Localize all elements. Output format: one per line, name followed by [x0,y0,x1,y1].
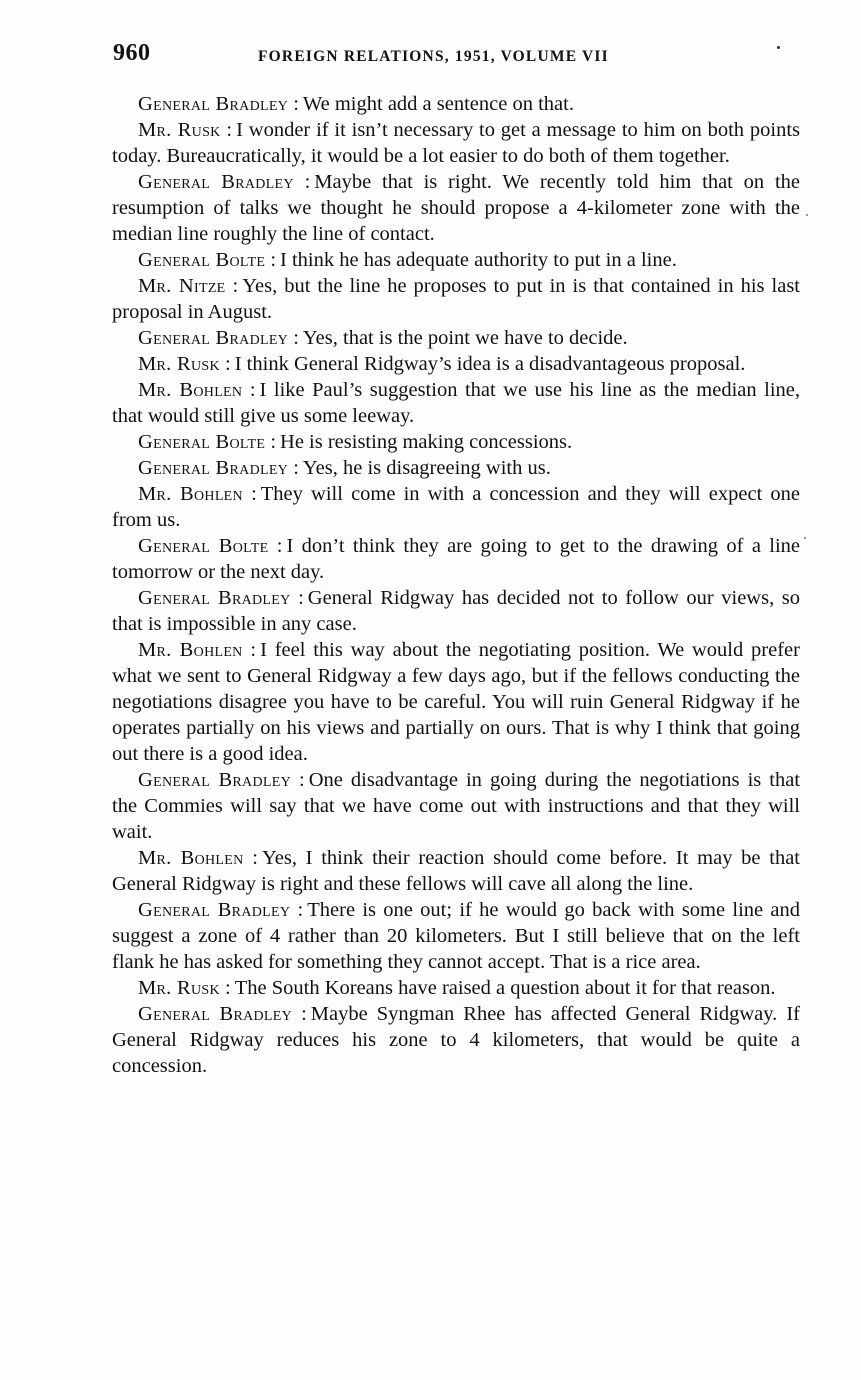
speaker-colon: : [270,431,277,453]
transcript-paragraph [112,533,800,585]
speaker-colon: : [301,1003,307,1025]
transcript-paragraph [112,351,800,377]
transcript-paragraph [112,273,800,325]
speaker-name: Mr. Rusk [138,119,221,141]
speaker-name: Mr. Rusk [138,977,220,999]
spoken-text: One disadvantage in going during the negotiations is that the Commies will say that we have come out with instructions and that they will wait. [112,769,801,843]
speaker-name: Mr. Bohlen [138,379,243,401]
speaker-name: General Bradley [138,171,294,193]
spoken-text: Maybe Syngman Rhee has affected General Ridgway. If General Ridgway reduces his zone to 4 kilometers, that would be quite a concession. [112,1003,800,1077]
speaker-name: Mr. Nitze [138,275,226,297]
speaker-colon: : [297,899,304,921]
speaker-colon: : [298,587,304,609]
spoken-text: Yes, I think their reaction should come before. It may be that General Ridgway is right and these fellows will cave all along the line. [112,847,801,895]
speaker-name: General Bradley [138,93,289,115]
print-speck [804,537,806,539]
speaker-colon: : [250,639,257,661]
speaker-colon: : [293,93,299,115]
speaker-colon: : [276,535,283,557]
spoken-text: I like Paul’s suggestion that we use his line as the median line, that would still give us some leeway. [112,379,800,427]
spoken-text: I feel this way about the negotiating position. We would prefer what we sent to General Ridgway a few days ago, but if the fellows conducting the negotiations disagree you have to be careful. You will ruin General Ridgway if he operates partially on his views and partially on ours. That is why I think that going out there is a good idea. [112,639,800,765]
speaker-name: General Bolte [138,431,266,453]
spoken-text: General Ridgway has decided not to follow our views, so that is impossible in any case. [112,587,800,635]
speaker-name: Mr. Rusk [138,353,220,375]
transcript-paragraph [112,91,800,117]
spoken-text: I don’t think they are going to get to the drawing of a line tomorrow or the next day. [112,535,801,583]
transcript-body [112,91,800,1079]
transcript-paragraph [112,377,800,429]
print-speck [777,46,780,49]
spoken-text: I think General Ridgway’s idea is a disadvantageous proposal. [234,353,746,375]
speaker-name: General Bradley [138,587,291,609]
speaker-name: Mr. Bohlen [138,847,244,869]
transcript-paragraph [112,169,800,247]
speaker-colon: : [249,379,256,401]
speaker-name: General Bradley [138,457,289,479]
speaker-colon: : [293,457,299,479]
speaker-colon: : [232,275,239,297]
speaker-name: General Bradley [138,327,289,349]
transcript-paragraph [112,481,800,533]
speaker-colon: : [299,769,305,791]
speaker-colon: : [252,847,258,869]
transcript-paragraph [112,117,800,169]
speaker-name: Mr. Bohlen [138,483,243,505]
speaker-name: General Bolte [138,535,269,557]
spoken-text: Yes, but the line he proposes to put in is that contained in his last proposal in August. [112,275,801,323]
transcript-paragraph [112,975,800,1001]
transcript-paragraph [112,637,800,767]
transcript-paragraph [112,325,800,351]
speaker-colon: : [225,353,231,375]
spoken-text: Yes, that is the point we have to decide. [302,327,628,349]
spoken-text: I think he has adequate authority to put in a line. [280,249,677,271]
speaker-colon: : [225,977,231,999]
spoken-text: He is resisting making concessions. [280,431,573,453]
transcript-paragraph [112,585,800,637]
speaker-colon: : [293,327,299,349]
speaker-name: General Bradley [138,1003,293,1025]
speaker-colon: : [270,249,277,271]
speaker-name: General Bradley [138,769,291,791]
speaker-name: General Bolte [138,249,266,271]
spoken-text: I wonder if it isn’t necessary to get a message to him on both points today. Bureaucratically, it would be a lot easier to do both of them together. [112,119,800,167]
speaker-colon: : [251,483,257,505]
spoken-text: We might add a sentence on that. [302,93,574,115]
print-speck [806,214,808,216]
spoken-text: Yes, he is disagreeing with us. [302,457,551,479]
page-header [113,40,803,72]
speaker-name: Mr. Bohlen [138,639,243,661]
speaker-colon: : [304,171,311,193]
spoken-text: They will come in with a concession and they will expect one from us. [112,483,800,531]
transcript-paragraph [112,429,800,455]
speaker-name: General Bradley [138,899,291,921]
page-number: 960 [113,40,151,66]
spoken-text: The South Koreans have raised a question about it for that reason. [234,977,776,999]
transcript-paragraph [112,767,800,845]
speaker-colon: : [226,119,233,141]
spoken-text: Maybe that is right. We recently told him that on the resumption of talks we thought he should propose a 4-kilometer zone with the median line roughly the line of contact. [112,171,801,245]
transcript-paragraph [112,845,800,897]
transcript-paragraph [112,1001,800,1079]
spoken-text: There is one out; if he would go back with some line and suggest a zone of 4 rather than 20 kilometers. But I still believe that on the left flank he has asked for something they cannot accept. That is a rice area. [112,899,801,973]
transcript-paragraph [112,455,800,481]
transcript-paragraph [112,247,800,273]
running-head: FOREIGN RELATIONS, 1951, VOLUME VII [258,48,609,65]
transcript-paragraph [112,897,800,975]
